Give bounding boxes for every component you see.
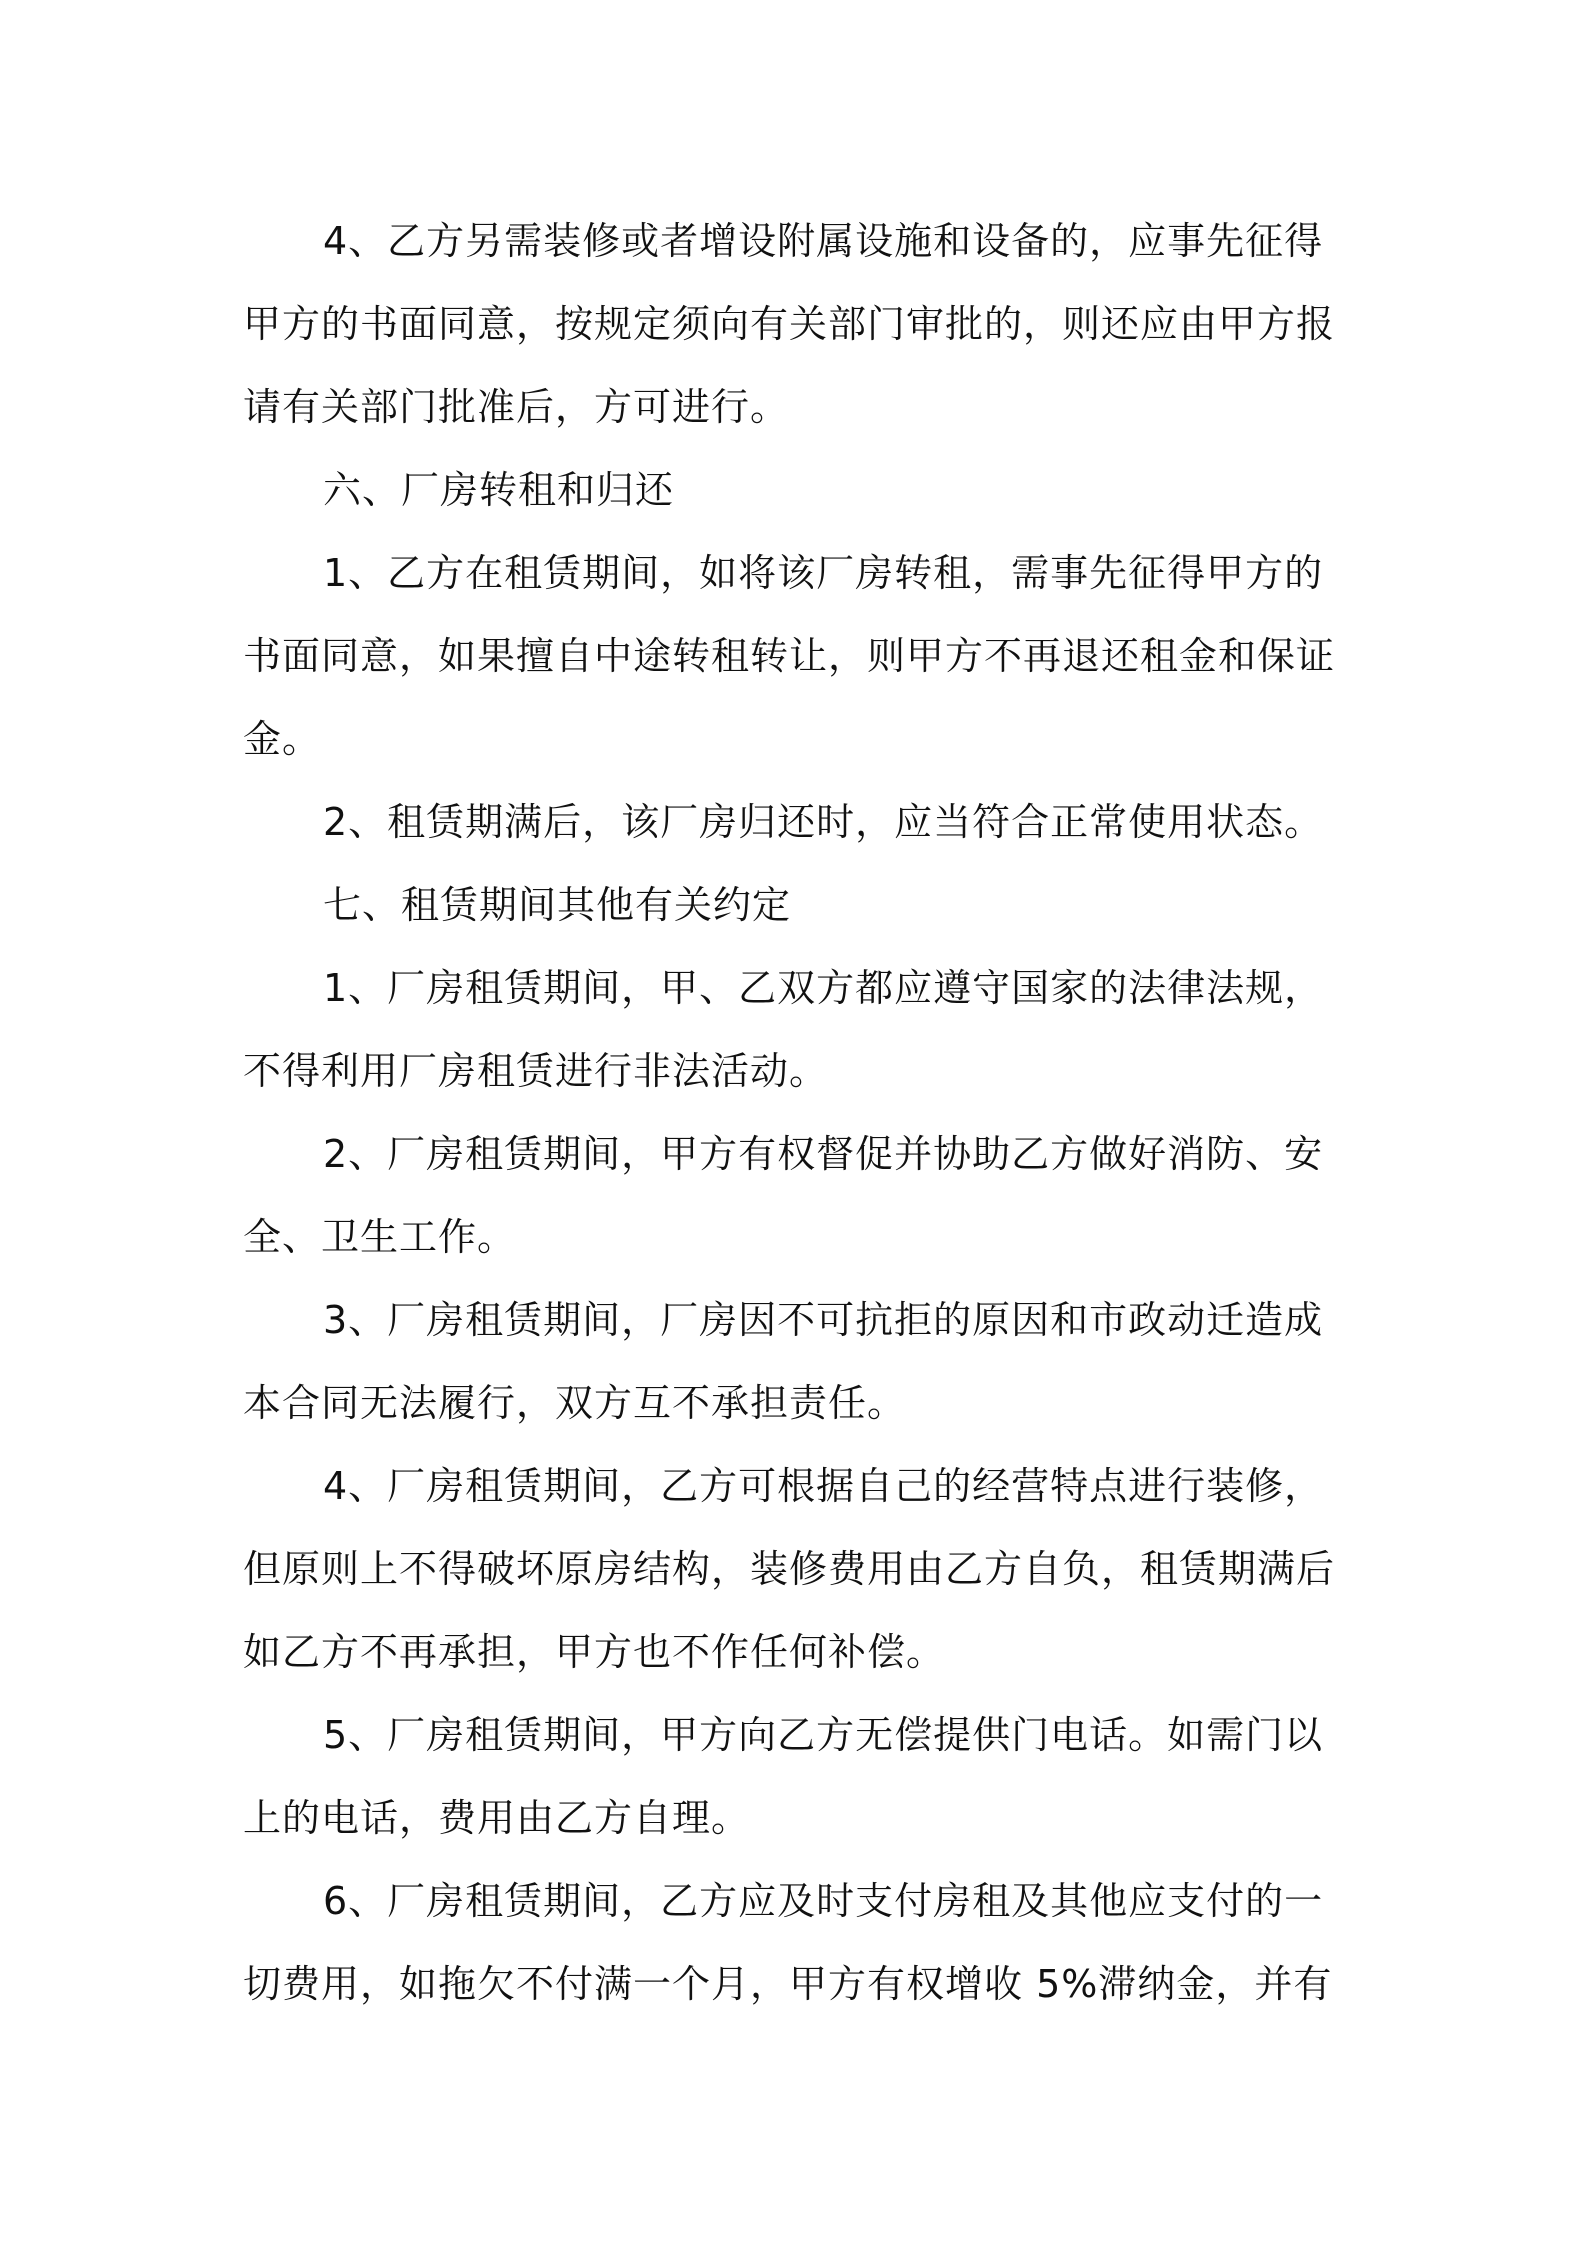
text-line: 甲方的书面同意，按规定须向有关部门审批的，则还应由甲方报 — [243, 302, 1336, 346]
text-line: 3、厂房租赁期间，厂房因不可抗拒的原因和市政动迁造成 — [323, 1298, 1324, 1342]
text-line: 全、卫生工作。 — [243, 1215, 517, 1259]
text-line: 上的电话，费用由乙方自理。 — [243, 1796, 751, 1840]
text-line: 切费用，如拖欠不付满一个月，甲方有权增收 5%滞纳金，并有 — [243, 1962, 1333, 2006]
text-line: 本合同无法履行，双方互不承担责任。 — [243, 1381, 907, 1425]
document-page — [243, 200, 1363, 2026]
section-heading: 七、租赁期间其他有关约定 — [323, 883, 792, 927]
text-line: 4、厂房租赁期间，乙方可根据自己的经营特点进行装修， — [323, 1464, 1324, 1508]
section-heading: 六、厂房转租和归还 — [323, 468, 675, 512]
text-line: 2、厂房租赁期间，甲方有权督促并协助乙方做好消防、安 — [323, 1132, 1324, 1176]
text-line: 5、厂房租赁期间，甲方向乙方无偿提供门电话。如需门以 — [323, 1713, 1324, 1757]
text-line: 书面同意，如果擅自中途转租转让，则甲方不再退还租金和保证 — [243, 634, 1336, 678]
text-line: 如乙方不再承担，甲方也不作任何补偿。 — [243, 1630, 946, 1674]
text-line: 金。 — [243, 717, 322, 761]
text-line: 1、厂房租赁期间，甲、乙双方都应遵守国家的法律法规， — [323, 966, 1324, 1010]
text-line: 1、乙方在租赁期间，如将该厂房转租，需事先征得甲方的 — [323, 551, 1324, 595]
text-line: 6、厂房租赁期间，乙方应及时支付房租及其他应支付的一 — [323, 1879, 1324, 1923]
text-line: 2、租赁期满后，该厂房归还时，应当符合正常使用状态。 — [323, 800, 1324, 844]
text-line: 不得利用厂房租赁进行非法活动。 — [243, 1049, 829, 1093]
text-line: 4、乙方另需装修或者增设附属设施和设备的，应事先征得 — [323, 219, 1324, 263]
text-line: 但原则上不得破坏原房结构，装修费用由乙方自负，租赁期满后 — [243, 1547, 1336, 1591]
text-line: 请有关部门批准后，方可进行。 — [243, 385, 790, 429]
